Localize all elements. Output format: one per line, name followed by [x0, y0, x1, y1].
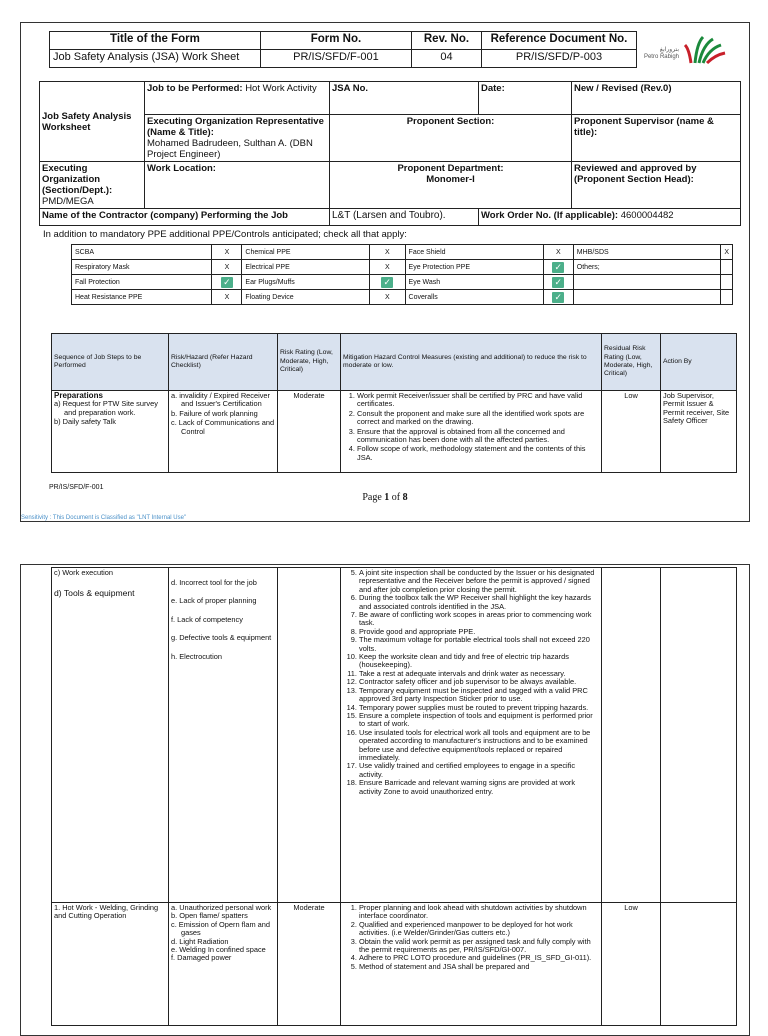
checkmark-icon[interactable]: ✓ [552, 277, 564, 288]
ppe-mark[interactable] [721, 260, 733, 275]
checkmark-icon[interactable]: ✓ [552, 262, 564, 273]
jsa-steps-table-continued [51, 567, 737, 1026]
row-b-hazard: a. Unauthorized personal work [171, 903, 272, 912]
ppe-note: In addition to mandatory PPE additional PPE/Controls anticipated; check all that apply: [43, 229, 407, 240]
job-value: Hot Work Activity [245, 83, 317, 94]
ppe-mark[interactable]: X [212, 260, 242, 275]
header-form-no-label: Form No. [260, 32, 411, 50]
row1-step-a: a) Request for PTW Site survey and preparation work. [54, 399, 158, 417]
row-a-mitigation: 8. Provide good and appropriate PPE. [359, 628, 599, 636]
row-a-mitigation: 15. Ensure a complete inspection of tools and equipment is performed prior to start of work. [359, 712, 599, 729]
ppe-item-label: Chemical PPE [242, 245, 370, 260]
row-b-residual: Low [602, 903, 661, 1026]
header-title-label: Title of the Form [50, 32, 261, 50]
row-a-mitigation: 5. A joint site inspection shall be conducted by the Issuer or his designated representative and the Receiver before the permit is approved / signed and after job completion prior closing the permit. [359, 569, 599, 594]
header-rev-label: Rev. No. [411, 32, 481, 50]
header-rev-value: 04 [411, 50, 481, 68]
row-b-hazard: b. Open flame/ spatters [171, 911, 248, 921]
row-b-mitigation: 2. Qualified and experienced manpower to be deployed for hot work activities. (i.e Welder/Grinder/Gas cutters etc.) [359, 921, 599, 938]
ppe-item-label: Heat Resistance PPE [72, 290, 212, 305]
row-a-residual [602, 568, 661, 903]
exec-rep-value: Mohamed Badrudeen, Sulthan A. (DBN Project Engineer) [147, 138, 313, 160]
exec-org-value: PMD/MEGA [42, 196, 94, 207]
worksheet-title: Job Safety Analysis Worksheet [40, 82, 145, 162]
row1-residual: Low [602, 391, 661, 473]
row-b-mitigations [341, 903, 602, 1026]
row-a-mitigation: 10. Keep the worksite clean and tidy and free of electric trip hazards (housekeeping). [359, 653, 599, 670]
row-a-mitigation: 13. Temporary equipment must be inspected and tagged with a valid PRC approved 3rd party Inspection Sticker prior to use. [359, 687, 599, 704]
col-header-residual: Residual Risk Rating (Low, Moderate, High, Critical) [602, 334, 661, 391]
row-a-hazards [169, 568, 278, 903]
checkmark-icon[interactable]: ✓ [552, 292, 564, 303]
ppe-item-label: Eye Wash [405, 275, 543, 290]
logo-mark-icon [681, 29, 731, 67]
page1-form-code: PR/IS/SFD/F-001 [49, 484, 104, 491]
contractor-value: L&T (Larsen and Toubro). [330, 209, 479, 226]
row1-action: Job Supervisor, Permit Issuer & Permit receiver, Site Safety Officer [661, 391, 737, 473]
ppe-mark[interactable]: X [543, 245, 573, 260]
header-ref-value: PR/IS/SFD/P-003 [481, 50, 636, 68]
col-header-sequence: Sequence of Job Steps to be Performed [52, 334, 169, 391]
row1-hazard: c. Lack of Communications and Control [171, 418, 275, 436]
row1-mitigation: 4. Follow scope of work, methodology statement and the contents of this JSA. [357, 445, 599, 462]
row-a-mitigation: 12. Contractor safety officer and job supervisor to be always available. [359, 678, 599, 686]
ppe-item-label: MHB/SDS [573, 245, 721, 260]
ppe-mark[interactable]: X [370, 260, 406, 275]
ppe-row [72, 290, 733, 305]
row-b-rating: Moderate [278, 903, 341, 1026]
col-header-hazard: Risk/Hazard (Refer Hazard Checklist) [169, 334, 278, 391]
exec-org-label: Executing Organization (Section/Dept.): [42, 163, 113, 196]
reviewed-label: Reviewed and approved by (Proponent Section Head): [572, 162, 741, 209]
ppe-item-label: Ear Plugs/Muffs [242, 275, 370, 290]
ppe-item-label [573, 275, 721, 290]
ppe-mark[interactable] [721, 275, 733, 290]
ppe-mark[interactable]: X [212, 290, 242, 305]
ppe-checklist-table [71, 244, 733, 305]
row-a-hazard: e. Lack of proper planning [171, 596, 257, 606]
row-b-mitigation: 1. Proper planning and look ahead with shutdown activities by shutdown interface coordinator. [359, 904, 599, 921]
row1-mitigation: 2. Consult the proponent and make sure all the identified work spots are correct and marked on the drawing. [357, 410, 599, 427]
row-a-steps [52, 568, 169, 903]
row-a-step: c) Work execution [54, 568, 114, 577]
ppe-item-label: Face Shield [405, 245, 543, 260]
proponent-dept-value: Monomer-I [426, 174, 475, 185]
ppe-row [72, 245, 733, 260]
ppe-mark[interactable]: X [370, 290, 406, 305]
ppe-item-label: Respiratory Mask [72, 260, 212, 275]
work-order-value: 4600004482 [620, 210, 674, 221]
row1-mitigation: 3. Ensure that the approval is obtained from all the concerned and communication has been done with all the affected parties. [357, 428, 599, 445]
ppe-item-label: Electrical PPE [242, 260, 370, 275]
row-a-rating [278, 568, 341, 903]
ppe-mark[interactable] [543, 290, 573, 305]
row1-hazard: a. invalidity / Expired Receiver and Issuer's Certification [171, 391, 270, 409]
row-a-mitigation: 14. Temporary power supplies must be routed to prevent tripping hazards. [359, 704, 599, 712]
ppe-item-label: Others; [573, 260, 721, 275]
petro-rabigh-logo [643, 29, 733, 67]
logo-text: بترورابغ Petro Rabigh [643, 47, 679, 60]
ppe-mark[interactable] [543, 260, 573, 275]
row-b-hazard: e. Welding In confined space [171, 945, 266, 955]
row1-hazard: b. Failure of work planning [171, 408, 258, 418]
ppe-mark[interactable]: X [212, 245, 242, 260]
ppe-item-label: Floating Device [242, 290, 370, 305]
row-a-hazard: g. Defective tools & equipment [171, 633, 272, 643]
row1-steps [52, 391, 169, 473]
row-a-mitigation: 6. During the toolbox talk the WP Receiver shall highlight the key hazards and associated controls identified in the JSA. [359, 594, 599, 611]
row-b-hazards [169, 903, 278, 1026]
page-total: 8 [402, 492, 408, 503]
row-a-mitigation: 11. Take a rest at adequate intervals and drink water as necessary. [359, 670, 599, 678]
work-order-label: Work Order No. (If applicable): [481, 210, 619, 221]
row-b-step: 1. Hot Work - Welding, Grinding and Cutting Operation [52, 903, 169, 1026]
ppe-mark[interactable]: X [721, 245, 733, 260]
ppe-row [72, 260, 733, 275]
new-revised-label: New / Revised (Rev.0) [572, 82, 741, 115]
ppe-mark[interactable] [721, 290, 733, 305]
row-a-mitigations [341, 568, 602, 903]
document-page-1 [20, 22, 750, 522]
row1-rating: Moderate [278, 391, 341, 473]
row-a-action [661, 568, 737, 903]
row1-mitigation: 1. Work permit Receiver/issuer shall be certified by PRC and have valid certificates. [357, 392, 599, 409]
row-a-step: d) Tools & equipment [54, 588, 135, 599]
row-a-mitigation: 7. Be aware of conflicting work scopes in areas prior to commencing work task. [359, 611, 599, 628]
header-form-no-value: PR/IS/SFD/F-001 [260, 50, 411, 68]
row-b-mitigation: 3. Obtain the valid work permit as per assigned task and fully comply with the permit requirements as per, PR/IS/SFD/GI-007. [359, 938, 599, 955]
checkmark-icon[interactable]: ✓ [221, 277, 233, 288]
row-a-hazard: d. Incorrect tool for the job [171, 578, 257, 587]
ppe-mark[interactable] [212, 275, 242, 290]
jsa-worksheet-info-table [39, 81, 741, 226]
header-ref-label: Reference Document No. [481, 32, 636, 50]
row-a-hazard: f. Lack of competency [171, 614, 243, 624]
row-b-hazard: f. Damaged power [171, 953, 232, 963]
ppe-mark[interactable] [370, 275, 406, 290]
page-of: of [389, 492, 403, 503]
col-header-mitigation: Mitigation Hazard Control Measures (existing and additional) to reduce the risk to moderate or low. [341, 334, 602, 391]
exec-rep-label: Executing Organization Representative (Name & Title): [147, 116, 324, 138]
date-label: Date: [479, 82, 572, 115]
row-b-action [661, 903, 737, 1026]
row-b-mitigation: 5. Method of statement and JSA shall be prepared and [359, 963, 599, 971]
jsa-steps-table [51, 333, 737, 473]
contractor-label: Name of the Contractor (company) Performing the Job [40, 209, 330, 226]
row-b-mitigation: 4. Adhere to PRC LOTO procedure and guidelines (PR_IS_SFD_GI-011). [359, 954, 599, 962]
jsa-no-label: JSA No. [330, 82, 479, 115]
work-location-label: Work Location: [145, 162, 330, 209]
col-header-risk: Risk Rating (Low, Moderate, High, Critical) [278, 334, 341, 391]
row-a-hazard: h. Electrocution [171, 651, 222, 661]
row1-hazards [169, 391, 278, 473]
ppe-item-label: Eye Protection PPE [405, 260, 543, 275]
row-a-mitigation: 17. Use validly trained and certified employees to engage in a specific activity. [359, 762, 599, 779]
proponent-supervisor-label: Proponent Supervisor (name & title): [572, 115, 741, 162]
row-b-hazard: c. Emission of Opern flam and gases [171, 919, 270, 938]
row-a-mitigation: 9. The maximum voltage for portable electrical tools shall not exceed 220 volts. [359, 636, 599, 653]
col-header-action: Action By [661, 334, 737, 391]
ppe-item-label: Coveralls [405, 290, 543, 305]
document-page-2 [20, 564, 750, 1036]
ppe-mark[interactable]: X [370, 245, 406, 260]
ppe-row [72, 275, 733, 290]
form-header-table [49, 31, 637, 68]
checkmark-icon[interactable]: ✓ [381, 277, 393, 288]
page-current: 1 [384, 492, 390, 503]
proponent-dept-label: Proponent Department: [397, 163, 504, 174]
ppe-item-label: SCBA [72, 245, 212, 260]
proponent-section-label: Proponent Section: [330, 115, 572, 162]
sensitivity-label: Sensitivity : This Document is Classified as "LNT Internal Use" [21, 515, 187, 521]
row1-step-b: b) Daily safety Talk [54, 417, 116, 427]
row1-step-title: Preparations [54, 391, 103, 400]
page-number [21, 492, 749, 503]
row-a-mitigation: 16. Use insulated tools for electrical work all tools and equipment are to be operated according to manufacturer's instructions and to be examined before use and defective equipment/tools replaced or repaired immediately. [359, 729, 599, 763]
job-label: Job to be Performed: [147, 83, 243, 94]
ppe-item-label: Fall Protection [72, 275, 212, 290]
row-a-mitigation: 18. Ensure Barricade and relevant warning signs are provided at work activity Zone to avoid unauthorized entry. [359, 779, 599, 796]
header-title-value: Job Safety Analysis (JSA) Work Sheet [50, 50, 261, 68]
row-b-hazard: d. Light Radiation [171, 936, 229, 946]
ppe-mark[interactable] [543, 275, 573, 290]
page-prefix: Page [362, 492, 385, 503]
ppe-item-label [573, 290, 721, 305]
row1-mitigations [341, 391, 602, 473]
